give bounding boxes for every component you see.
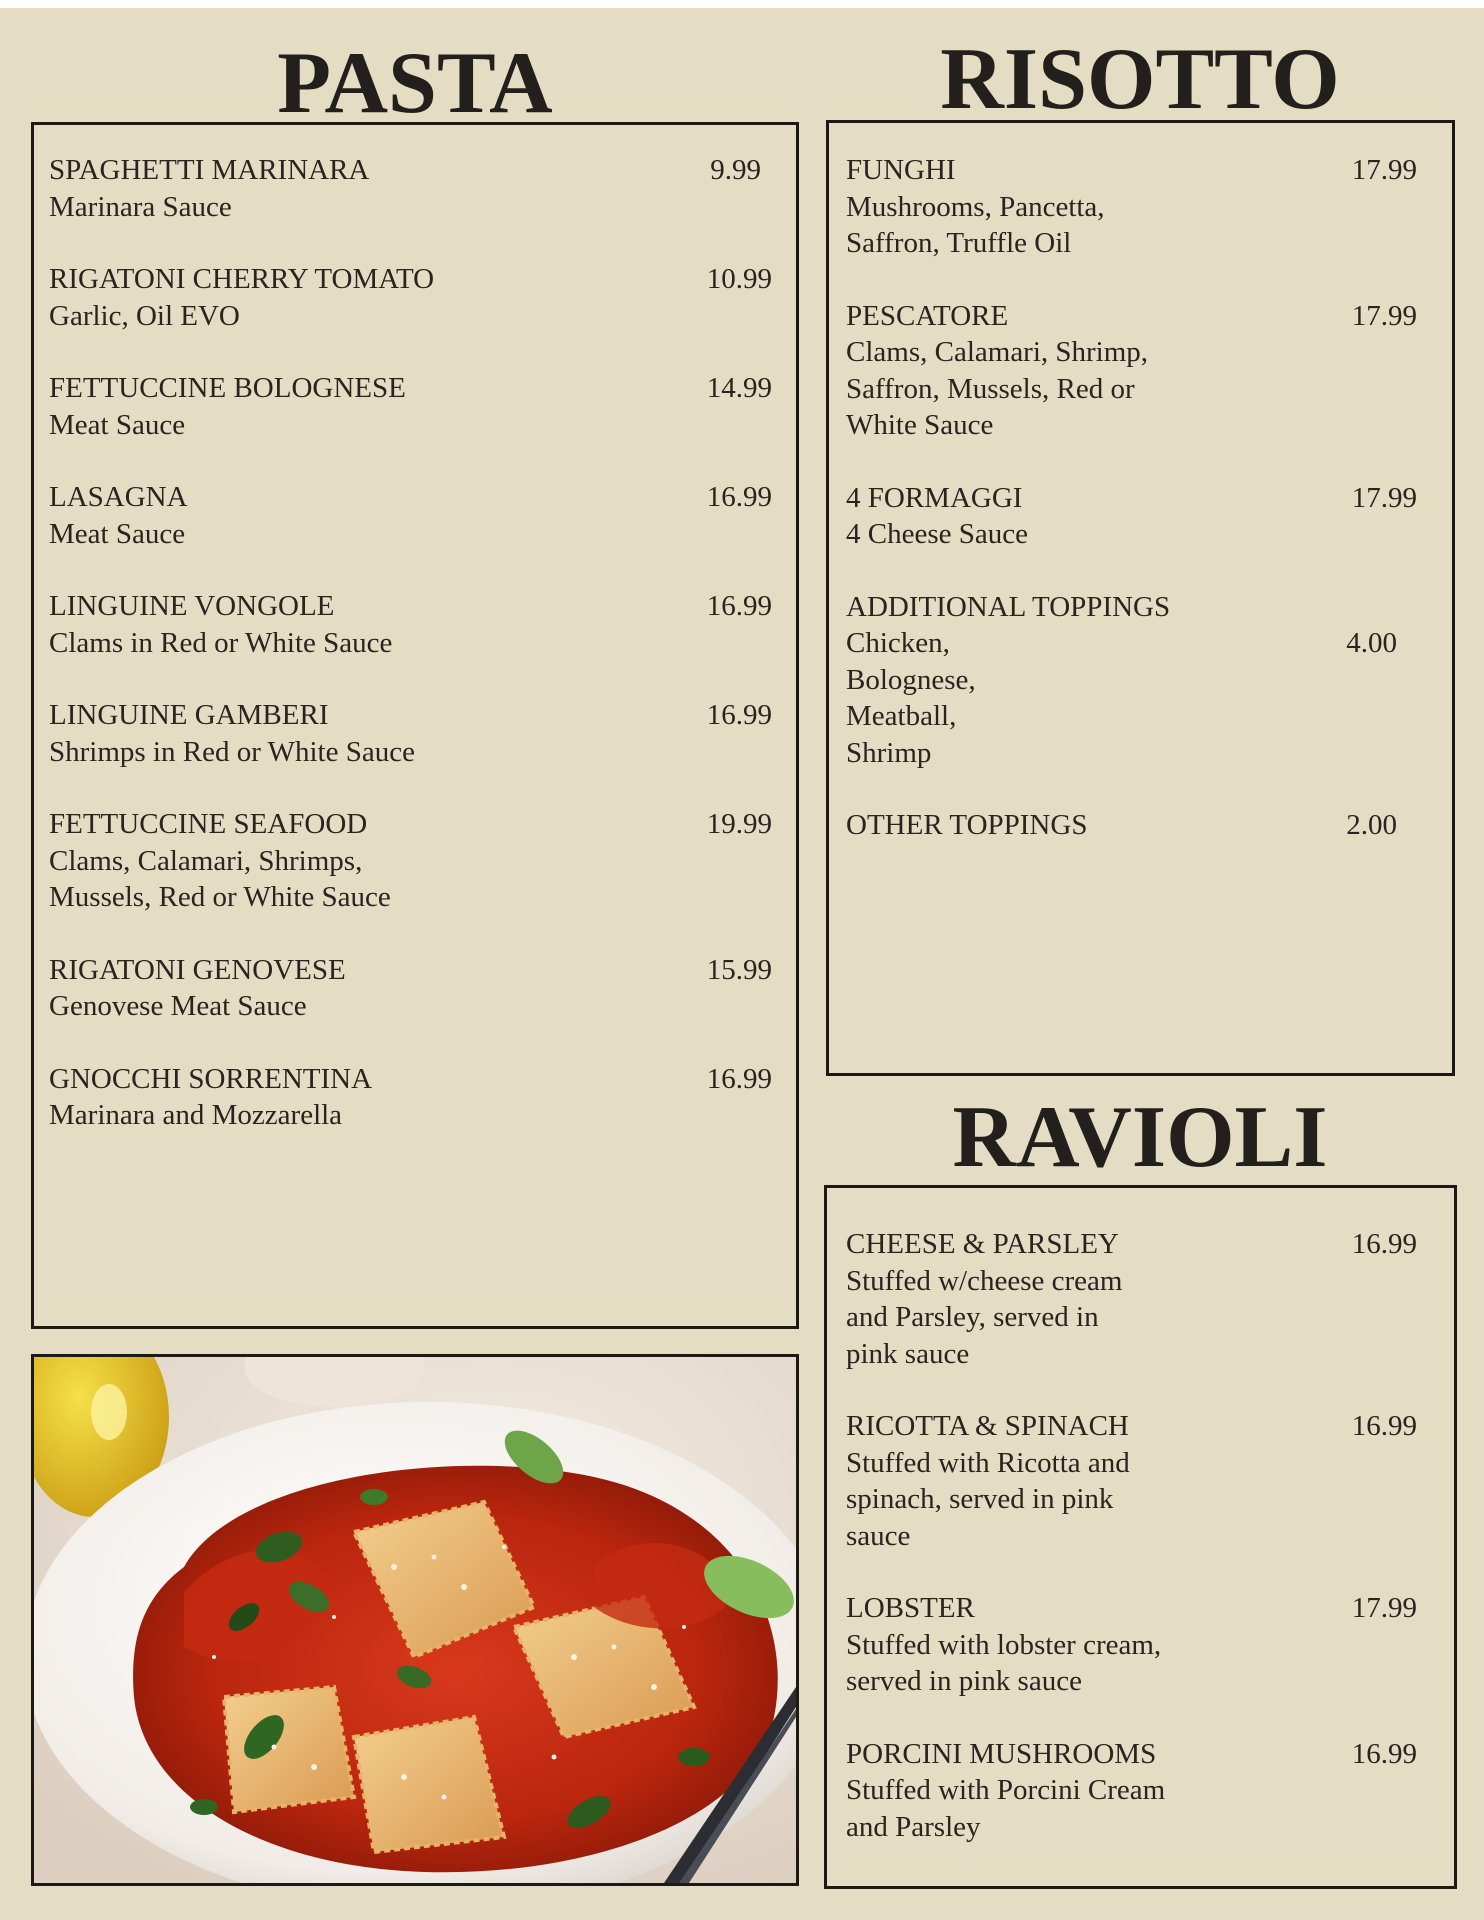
risotto-item-additional-toppings bbox=[846, 589, 1420, 772]
item-name: FUNGHI bbox=[846, 154, 956, 186]
top-edge bbox=[0, 0, 1484, 8]
item-description: Marinara and Mozzarella bbox=[49, 1099, 343, 1131]
item-description: 4 Cheese Sauce bbox=[846, 518, 1028, 550]
item-price: 17.99 bbox=[1351, 1592, 1417, 1624]
item-price: 15.99 bbox=[706, 953, 772, 986]
item-price: 14.99 bbox=[706, 372, 772, 404]
ravioli-item-cheese-parsley bbox=[846, 1226, 1420, 1372]
ravioli-item-ricotta-spinach bbox=[846, 1408, 1420, 1554]
item-description: Meat Sauce bbox=[49, 408, 186, 441]
item-price: 2.00 bbox=[1346, 809, 1397, 841]
item-description: Stuffed w/cheese cream and Parsley, served in pink sauce bbox=[846, 1264, 1123, 1370]
item-description: Mushrooms, Pancetta, Saffron, Truffle Oil bbox=[846, 190, 1105, 259]
item-name: RIGATONI GENOVESE bbox=[49, 953, 346, 986]
pasta-item-linguine-gamberi bbox=[49, 697, 772, 770]
item-price: 17.99 bbox=[1351, 299, 1417, 332]
ravioli-dish-illustration bbox=[34, 1357, 796, 1883]
item-name: 4 FORMAGGI bbox=[846, 481, 1023, 514]
item-description: Clams, Calamari, Shrimp, Saffron, Mussels, Red or White Sauce bbox=[846, 336, 1149, 441]
item-name: ADDITIONAL TOPPINGS bbox=[846, 590, 1171, 623]
pasta-item-lasagna bbox=[49, 479, 772, 552]
item-price: 16.99 bbox=[706, 699, 772, 731]
item-price: 17.99 bbox=[1351, 481, 1417, 514]
item-name: LINGUINE GAMBERI bbox=[49, 699, 329, 731]
item-name: LASAGNA bbox=[49, 481, 188, 513]
item-name: CHEESE & PARSLEY bbox=[846, 1228, 1119, 1260]
item-price: 16.99 bbox=[706, 1062, 772, 1095]
item-description: Meat Sauce bbox=[49, 517, 186, 550]
item-name: RIGATONI CHERRY TOMATO bbox=[49, 263, 435, 295]
pasta-item-fettuccine-bolognese bbox=[49, 370, 772, 443]
ravioli-item-lobster bbox=[846, 1590, 1420, 1700]
item-price: 17.99 bbox=[1351, 154, 1417, 186]
item-description: Clams in Red or White Sauce bbox=[49, 626, 393, 659]
item-price: 16.99 bbox=[1351, 1737, 1417, 1770]
item-description: Stuffed with Porcini Cream and Parsley bbox=[846, 1774, 1166, 1843]
pasta-item-rigatoni-cherry-tomato bbox=[49, 261, 772, 334]
pasta-item-gnocchi-sorrentina bbox=[49, 1061, 772, 1134]
item-price: 10.99 bbox=[706, 263, 772, 295]
item-name: RICOTTA & SPINACH bbox=[846, 1410, 1129, 1442]
item-name: GNOCCHI SORRENTINA bbox=[49, 1062, 373, 1095]
item-price: 16.99 bbox=[1351, 1410, 1417, 1442]
risotto-item-funghi bbox=[846, 152, 1420, 262]
pasta-item-fettuccine-seafood bbox=[49, 806, 772, 916]
pasta-menu-list bbox=[49, 152, 772, 1170]
item-description: Stuffed with Ricotta and spinach, served in pink sauce bbox=[846, 1446, 1130, 1552]
item-price: 9.99 bbox=[710, 154, 761, 186]
item-price: 19.99 bbox=[706, 808, 772, 840]
item-name: PORCINI MUSHROOMS bbox=[846, 1737, 1157, 1770]
ravioli-menu-list bbox=[846, 1226, 1420, 1881]
pasta-item-spaghetti-marinara bbox=[49, 152, 769, 225]
item-description: Chicken, Bolognese, Meatball, Shrimp bbox=[846, 627, 976, 769]
item-name: OTHER TOPPINGS bbox=[846, 809, 1088, 841]
item-price: 16.99 bbox=[706, 590, 772, 622]
pasta-item-linguine-vongole bbox=[49, 588, 772, 661]
item-description: Marinara Sauce bbox=[49, 190, 232, 223]
item-name: SPAGHETTI MARINARA bbox=[49, 154, 370, 186]
item-name: PESCATORE bbox=[846, 299, 1009, 332]
item-name: LINGUINE VONGOLE bbox=[49, 590, 335, 622]
item-description: Garlic, Oil EVO bbox=[49, 299, 240, 332]
ravioli-item-porcini-mushrooms bbox=[846, 1736, 1420, 1846]
item-description: Clams, Calamari, Shrimps, Mussels, Red or White Sauce bbox=[49, 844, 391, 913]
item-name: LOBSTER bbox=[846, 1592, 975, 1624]
item-price: 16.99 bbox=[1351, 1228, 1417, 1260]
risotto-menu-list bbox=[846, 152, 1420, 880]
pasta-item-rigatoni-genovese bbox=[49, 952, 772, 1025]
item-description: Shrimps in Red or White Sauce bbox=[49, 735, 415, 768]
risotto-item-4-formaggi bbox=[846, 480, 1420, 553]
risotto-heading: RISOTTO bbox=[940, 31, 1340, 128]
pasta-heading: PASTA bbox=[277, 35, 553, 132]
item-price: 16.99 bbox=[706, 481, 772, 513]
risotto-item-other-toppings bbox=[846, 807, 1420, 844]
ravioli-photo bbox=[31, 1354, 799, 1886]
item-price: 4.00 bbox=[1346, 627, 1397, 659]
item-name: FETTUCCINE SEAFOOD bbox=[49, 808, 368, 840]
item-name: FETTUCCINE BOLOGNESE bbox=[49, 372, 406, 404]
item-description: Stuffed with lobster cream, served in pink sauce bbox=[846, 1628, 1162, 1697]
risotto-item-pescatore bbox=[846, 298, 1420, 444]
ravioli-heading: RAVIOLI bbox=[952, 1089, 1328, 1186]
item-description: Genovese Meat Sauce bbox=[49, 990, 307, 1022]
